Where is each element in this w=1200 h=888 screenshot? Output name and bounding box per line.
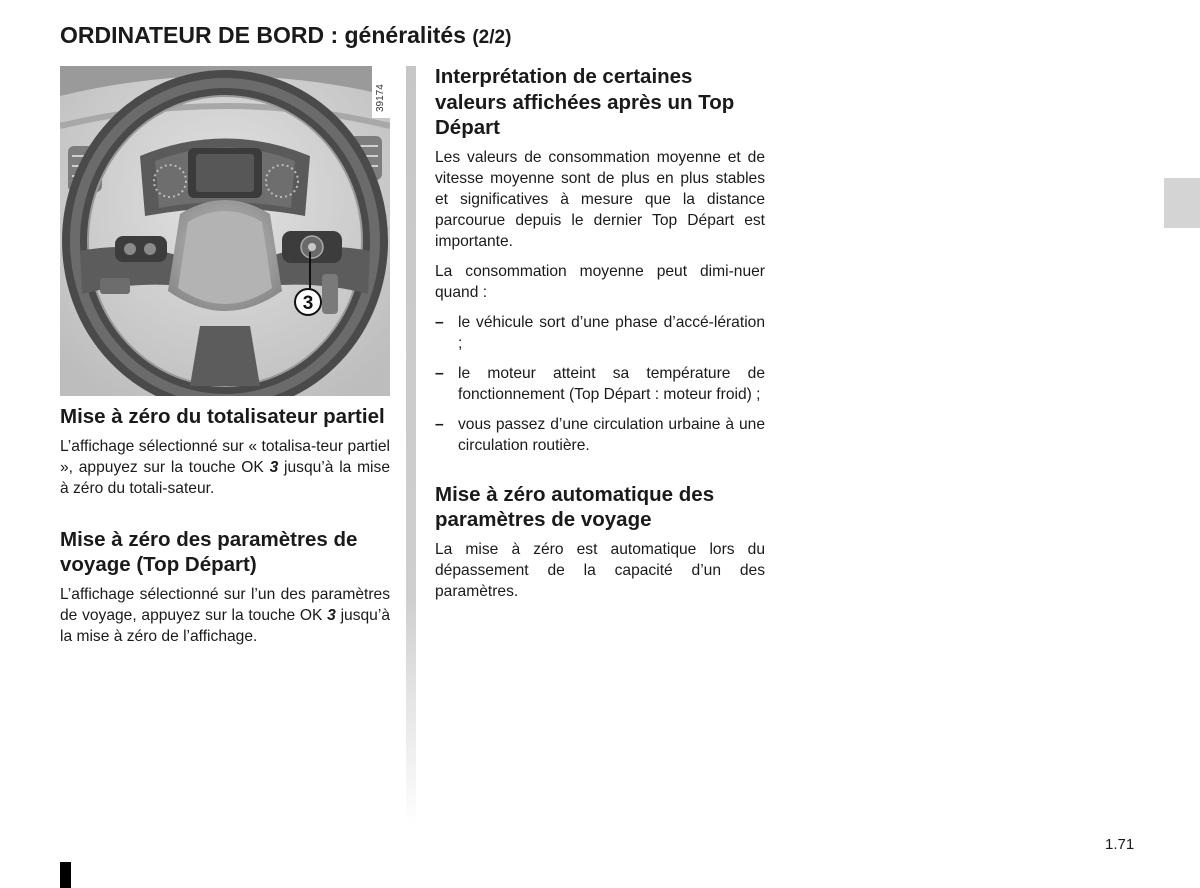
corner-mark xyxy=(60,862,71,888)
section-text-reset-trip xyxy=(60,436,390,499)
section-text-reset-journey xyxy=(60,584,390,647)
page-number: 1.71 xyxy=(1105,836,1135,853)
text-segment: L’affichage sélectionné sur l’un des paramètres de voyage, appuyez sur la touche OK xyxy=(60,585,390,624)
chapter-tab xyxy=(1164,178,1200,228)
figure-reference xyxy=(372,66,390,118)
column-divider xyxy=(406,66,416,826)
left-spoke-buttons xyxy=(115,236,167,262)
callout-label: 3 xyxy=(302,293,314,314)
section-heading-interpretation: Interprétation de certaines valeurs affichées après un Top Départ xyxy=(435,65,735,139)
text-segment: L’affichage sélectionné sur « totalisa-teur partiel », appuyez sur la touche OK xyxy=(60,437,390,476)
steering-wheel-hub xyxy=(168,200,282,311)
list-item: – le moteur atteint sa température de fonctionnement (Top Départ : moteur froid) ; xyxy=(435,363,765,405)
section-heading-auto-reset: Mise à zéro automatique des paramètres de voyage xyxy=(435,482,715,531)
right-column xyxy=(435,64,765,611)
auto-reset-paragraph: La mise à zéro est automatique lors du dépassement de la capacité d’un des paramètres. xyxy=(435,540,765,600)
steering-wheel-illustration xyxy=(60,66,390,396)
page-title-main: ORDINATEUR DE BORD : généralités xyxy=(60,22,466,48)
steering-wheel-figure xyxy=(60,66,390,396)
section-heading-reset-journey: Mise à zéro des paramètres de voyage (Top Départ) xyxy=(60,527,358,576)
text-segment: jusqu’à la mise à zéro du totali-sateur. xyxy=(60,458,390,497)
list-item: – le véhicule sort d’une phase d’accé-lération ; xyxy=(435,312,765,354)
list-item: – vous passez d’une circulation urbaine à une circulation routière. xyxy=(435,414,765,456)
interpretation-paragraph-1: Les valeurs de consommation moyenne et de vitesse moyenne sont de plus en plus stables et significatives à mesure que la distance parcourue depuis le dernier Top Départ est importante. xyxy=(435,148,765,250)
key-reference: 3 xyxy=(269,458,279,476)
page-title xyxy=(60,22,511,49)
left-column xyxy=(60,66,390,647)
conditions-list xyxy=(435,312,765,456)
interpretation-paragraph-2: La consommation moyenne peut dimi-nuer quand : xyxy=(435,262,765,301)
key-reference: 3 xyxy=(327,606,336,624)
page-title-suffix: (2/2) xyxy=(472,27,512,48)
section-heading-reset-trip: Mise à zéro du totalisateur partiel xyxy=(60,405,385,428)
right-spoke-buttons xyxy=(282,231,342,263)
text-segment: jusqu’à la mise à zéro de l’affichage. xyxy=(60,606,390,645)
figure-reference-number: 39174 xyxy=(375,84,386,112)
